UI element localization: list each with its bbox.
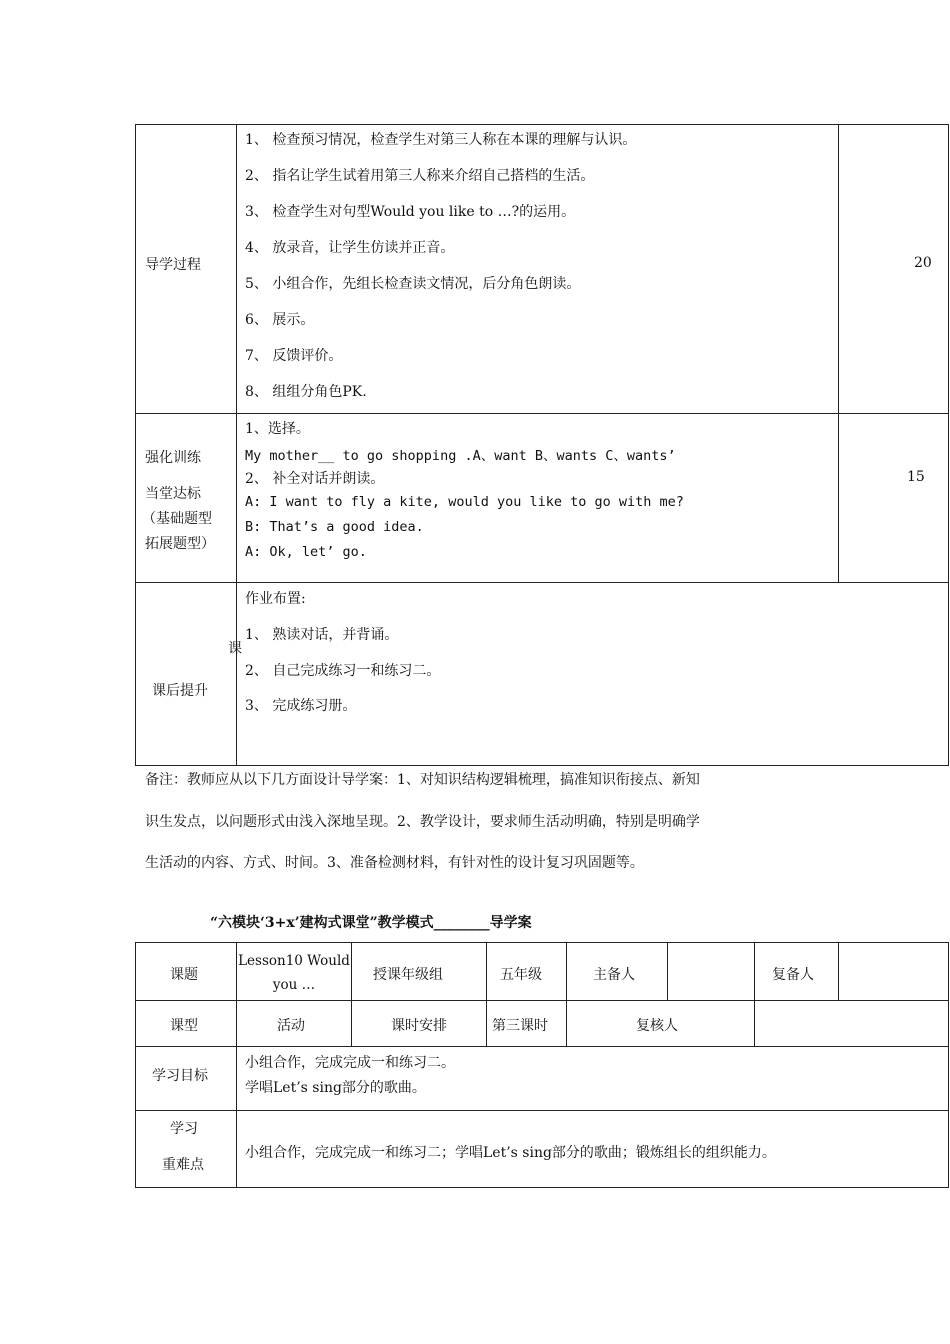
cell-grade-value: 五年级 [500,967,542,983]
list-item: 2、 自己完成练习一和练习二。 [245,663,441,679]
cell-schedule-value: 第三课时 [492,1018,548,1034]
row-label-line: 强化训练 [145,450,201,466]
stray-character: 课 [228,641,242,657]
list-item: 2、 补全对话并朗读。 [245,471,385,487]
table-border [135,765,949,766]
cell-checker-label: 复核人 [636,1018,678,1034]
list-item: B: That’s a good idea. [245,519,424,535]
list-item: 5、 小组合作，先组长检查读文情况，后分角色朗读。 [245,276,581,292]
table-border [351,942,352,1047]
cell-topic-line: Lesson10 Would [238,953,350,969]
table-border [135,1046,949,1047]
row-label-line: （基础题型 [142,511,212,527]
list-item: A: I want to fly a kite, would you like to go with me? [245,494,684,510]
cell-schedule-label: 课时安排 [391,1018,447,1034]
table-border [135,124,949,125]
list-item: 3、 完成练习册。 [245,698,357,714]
list-item: 4、 放录音，让学生仿读并正音。 [245,240,455,256]
table-border [948,124,949,766]
remark-line: 备注：教师应从以下几方面设计导学案：1、对知识结构逻辑梳理，搞准知识衔接点、新知 [145,772,700,788]
cell-topic-label: 课题 [170,967,198,983]
list-item: 6、 展示。 [245,312,315,328]
cell-objectives-label: 学习目标 [152,1068,208,1084]
table-border [948,942,949,1188]
cell-topic-line: you … [272,977,316,993]
list-item: 7、 反馈评价。 [245,348,343,364]
objective-line: 小组合作，完成完成一和练习二。 [245,1055,455,1071]
row-label-line: 当堂达标 [145,486,201,502]
row-label-line: 拓展题型） [145,536,215,552]
cell-key-points-label: 重难点 [162,1157,204,1173]
section-title: “六模块‘3+x’建构式课堂”教学模式________导学案 [210,915,532,931]
cell-type-label: 课型 [170,1018,198,1034]
table-border [135,1187,949,1188]
list-item: A: Ok, let’ go. [245,544,367,560]
table-border [135,582,949,583]
table-border [838,942,839,1001]
table-border [486,942,487,1047]
time-value: 15 [907,469,925,485]
table-border [236,124,237,766]
list-item: 1、选择。 [245,421,310,437]
table-border [135,413,949,414]
list-item: 作业布置: [245,591,306,607]
cell-type-value: 活动 [277,1018,305,1034]
cell-reviewer-label: 复备人 [772,967,814,983]
table-border [135,942,949,943]
cell-grade-group-label: 授课年级组 [373,967,443,983]
table-border [754,942,755,1047]
cell-preparer-label: 主备人 [593,967,635,983]
objective-line: 学唱Let’s sing部分的歌曲。 [245,1080,426,1096]
list-item: 8、 组组分角色PK. [245,384,367,400]
remark-line: 生活动的内容、方式、时间。3、准备检测材料，有针对性的设计复习巩固题等。 [145,855,644,871]
remark-line: 识生发点，以问题形式由浅入深地呈现。2、教学设计，要求师生活动明确，特别是明确学 [145,814,700,830]
table-border [135,1000,949,1001]
list-item: 2、 指名让学生试着用第三人称来介绍自己搭档的生活。 [245,168,595,184]
table-border [838,124,839,583]
time-value: 20 [914,255,932,271]
cell-key-points-label: 学习 [170,1121,198,1137]
table-border [135,124,136,766]
row-label-after-class: 课后提升 [152,683,208,699]
row-label-guided-process: 导学过程 [145,257,201,273]
key-points-text: 小组合作，完成完成一和练习二；学唱Let’s sing部分的歌曲；锻炼组长的组织能力。 [245,1145,776,1161]
table-border [667,942,668,1001]
table-border [566,942,567,1047]
list-item: 3、 检查学生对句型Would you like to …?的运用。 [245,204,576,220]
list-item: 1、 检查预习情况，检查学生对第三人称在本课的理解与认识。 [245,132,637,148]
list-item: My mother__ to go shopping .A、want B、wants C、wants’ [245,448,676,464]
list-item: 1、 熟读对话，并背诵。 [245,627,399,643]
table-border [135,1110,949,1111]
table-border [135,942,136,1188]
